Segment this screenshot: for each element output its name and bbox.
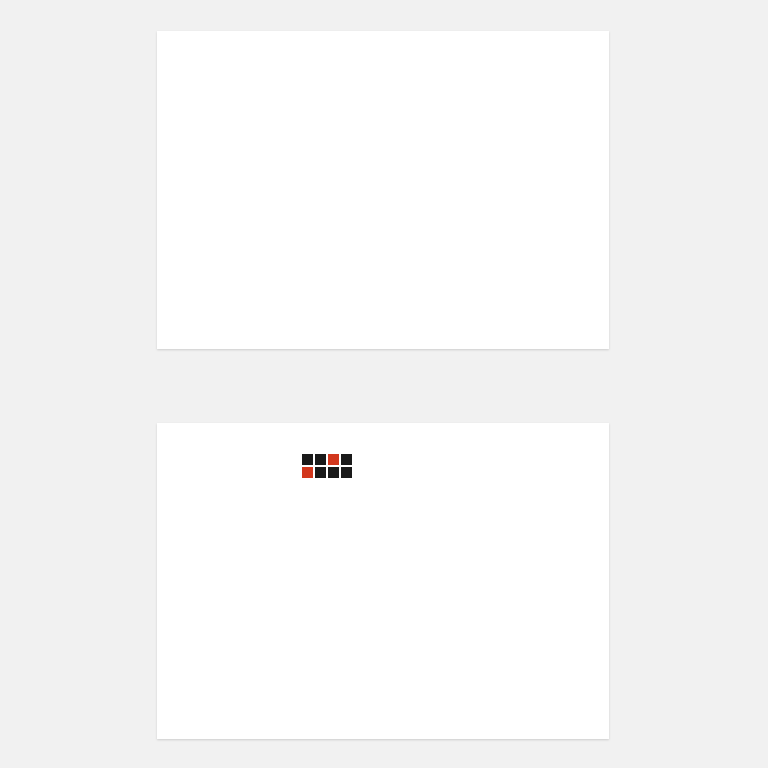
- decorative-squares: [302, 454, 352, 478]
- calendar-front: [157, 31, 609, 349]
- calendar-back: [157, 423, 609, 739]
